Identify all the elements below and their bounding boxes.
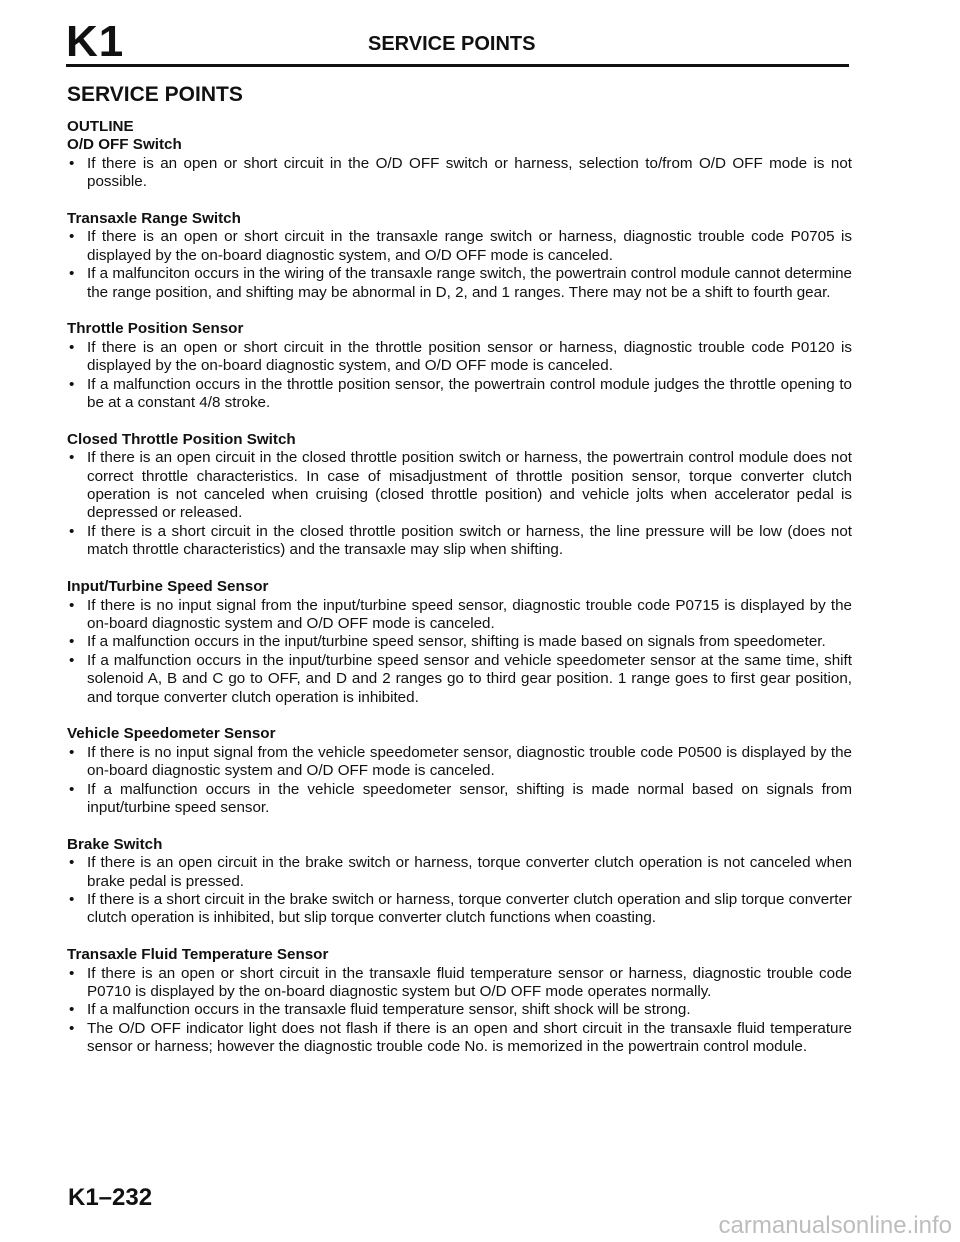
section-title: Brake Switch: [67, 835, 163, 853]
bullet-item: • If there is no input signal from the input/turbine speed sensor, diagnostic trouble code P0715 is displayed by the on-board diagnostic system and O/D OFF mode is canceled.: [67, 597, 852, 634]
sections-list: [67, 136, 852, 1056]
bullet-item: • If a malfunction occurs in the throttle position sensor, the powertrain control module judges the throttle opening to be at a constant 4/8 stroke.: [67, 376, 852, 413]
outline-label: OUTLINE: [67, 118, 134, 135]
bullet-item: • If a malfunction occurs in the transaxle fluid temperature sensor, shift shock will be strong.: [67, 1001, 852, 1019]
bullet-item: • If there is an open or short circuit in the throttle position sensor or harness, diagnostic trouble code P0120 is displayed by the on-board diagnostic system, and O/D OFF mode is canceled.: [67, 339, 852, 376]
section-block: [67, 578, 852, 707]
bullet-item: • If there is a short circuit in the closed throttle position switch or harness, the line pressure will be low (does not match throttle characteristics) and the transaxle may slip when shifting.: [67, 523, 852, 560]
page-title: SERVICE POINTS: [67, 83, 243, 106]
section-title: Vehicle Speedometer Sensor: [67, 725, 276, 743]
bullet-item: • If there is an open or short circuit in the transaxle range switch or harness, diagnostic trouble code P0705 is displayed by the on-board diagnostic system, and O/D OFF mode is canceled.: [67, 228, 852, 265]
section-title: Transaxle Range Switch: [67, 210, 241, 228]
bullet-item: • If a malfunction occurs in the input/turbine speed sensor, shifting is made based on signals from speedometer.: [67, 633, 852, 651]
bullet-item: • If a malfunction occurs in the input/turbine speed sensor and vehicle speedometer sensor at the same time, shift solenoid A, B and C go to OFF, and D and 2 ranges go to third gear position. 1 range goes to first gear position, and torque converter clutch operation is inhibited.: [67, 652, 852, 707]
bullet-item: • If there is a short circuit in the brake switch or harness, torque converter clutch operation and slip torque converter clutch operation is inhibited, but slip torque converter clutch functions when coasting.: [67, 891, 852, 928]
bullet-list: [67, 339, 852, 413]
section-code: K1: [66, 17, 125, 66]
bullet-list: [67, 155, 852, 192]
bullet-item: • If there is an open circuit in the closed throttle position switch or harness, the powertrain control module does not correct throttle characteristics. In case of misadjustment of throttle position sensor, torque converter clutch operation is not canceled when cruising (closed throttle position) and vehicle jolts when accelerator pedal is depressed or released.: [67, 449, 852, 523]
page-number: K1–232: [68, 1184, 153, 1211]
watermark: carmanualsonline.info: [718, 1212, 952, 1239]
section-block: [67, 210, 852, 302]
document-body: [67, 118, 852, 1075]
bullet-item: • If a malfunciton occurs in the wiring of the transaxle range switch, the powertrain control module cannot determine the range position, and shifting may be abnormal in D, 2, and 1 ranges. There may not be a shift to fourth gear.: [67, 265, 852, 302]
section-block: [67, 836, 852, 928]
bullet-list: [67, 744, 852, 818]
bullet-list: [67, 449, 852, 559]
section-block: [67, 320, 852, 412]
header-divider: [66, 64, 849, 67]
bullet-list: [67, 228, 852, 302]
header-title: SERVICE POINTS: [368, 33, 536, 55]
bullet-item: • The O/D OFF indicator light does not flash if there is an open and short circuit in the transaxle fluid temperature sensor or harness; however the diagnostic trouble code No. is memorized in the powertrain control module.: [67, 1020, 852, 1057]
section-title: Transaxle Fluid Temperature Sensor: [67, 946, 329, 964]
section-block: [67, 136, 852, 191]
bullet-item: • If there is an open circuit in the brake switch or harness, torque converter clutch operation is not canceled when brake pedal is pressed.: [67, 854, 852, 891]
bullet-list: [67, 965, 852, 1057]
bullet-item: • If there is an open or short circuit in the O/D OFF switch or harness, selection to/from O/D OFF mode is not possible.: [67, 155, 852, 192]
bullet-list: [67, 854, 852, 928]
section-block: [67, 725, 852, 817]
section-block: [67, 946, 852, 1056]
bullet-item: • If there is no input signal from the vehicle speedometer sensor, diagnostic trouble code P0500 is displayed by the on-board diagnostic system and O/D OFF mode is canceled.: [67, 744, 852, 781]
section-block: [67, 431, 852, 560]
bullet-list: [67, 597, 852, 707]
section-title: Throttle Position Sensor: [67, 320, 244, 338]
bullet-item: • If a malfunction occurs in the vehicle speedometer sensor, shifting is made normal based on signals from input/turbine speed sensor.: [67, 781, 852, 818]
section-title: Closed Throttle Position Switch: [67, 430, 296, 448]
section-title: O/D OFF Switch: [67, 136, 182, 154]
section-title: Input/Turbine Speed Sensor: [67, 578, 269, 596]
bullet-item: • If there is an open or short circuit in the transaxle fluid temperature sensor or harness, diagnostic trouble code P0710 is displayed by the on-board diagnostic system but O/D OFF mode operates normally.: [67, 965, 852, 1002]
